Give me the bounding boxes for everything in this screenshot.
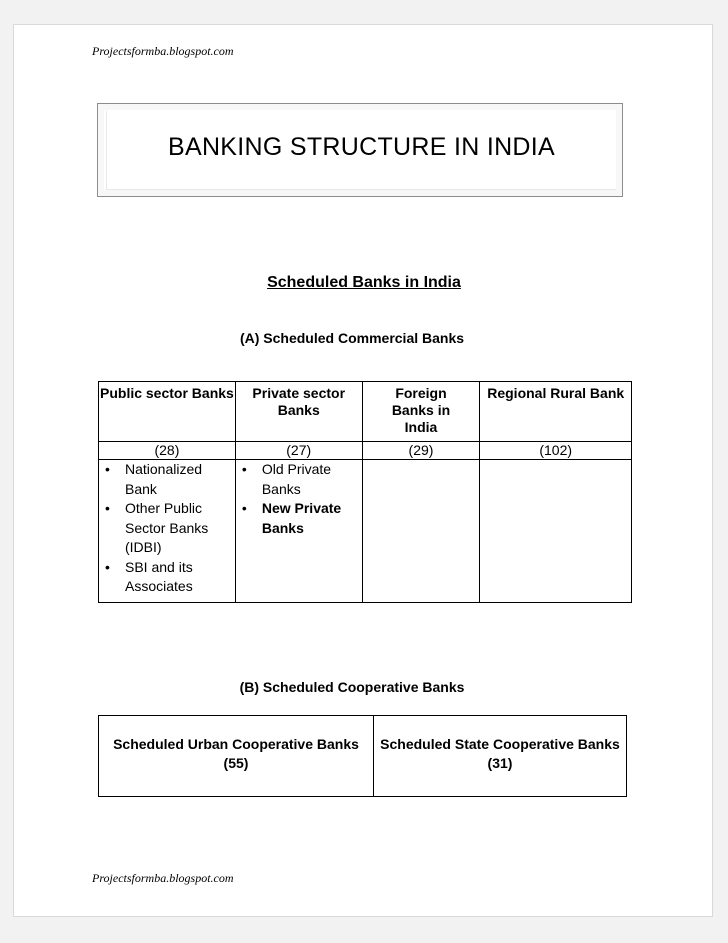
- header-regional-rural: Regional Rural Bank: [480, 382, 632, 442]
- table-count-row: [99, 442, 632, 460]
- title-box: [106, 111, 616, 190]
- page-title: BANKING STRUCTURE IN INDIA: [168, 132, 555, 161]
- public-bank-list-cell: [99, 460, 236, 603]
- count-foreign: (29): [362, 442, 480, 460]
- list-item: • Other Public Sector Banks (IDBI): [99, 499, 235, 558]
- list-item: • SBI and its Associates: [99, 558, 235, 597]
- header-site-text: Projectsformba.blogspot.com: [92, 44, 234, 58]
- private-bank-list: [236, 460, 362, 538]
- public-bank-list: [99, 460, 235, 597]
- table-row: [99, 716, 627, 797]
- section-a-heading: (A) Scheduled Commercial Banks: [239, 330, 465, 346]
- cooperative-banks-table: [98, 715, 627, 797]
- footer-site-text: Projectsformba.blogspot.com: [92, 871, 234, 885]
- section-b-heading: (B) Scheduled Cooperative Banks: [239, 679, 465, 695]
- header-foreign-banks: Foreign Banks in India: [362, 382, 480, 442]
- main-heading: Scheduled Banks in India: [267, 274, 461, 291]
- list-item: • Old Private Banks: [236, 460, 362, 499]
- state-cooperative-cell: Scheduled State Cooperative Banks (31): [374, 716, 627, 797]
- list-item: • New Private Banks: [236, 499, 362, 538]
- private-bank-list-cell: [235, 460, 362, 603]
- count-regional: (102): [480, 442, 632, 460]
- count-private: (27): [235, 442, 362, 460]
- regional-bank-list-cell: [480, 460, 632, 603]
- commercial-banks-table: [98, 381, 632, 603]
- foreign-bank-list-cell: [362, 460, 480, 603]
- list-item: • Nationalized Bank: [99, 460, 235, 499]
- header-public-sector: Public sector Banks: [99, 382, 236, 442]
- urban-cooperative-cell: Scheduled Urban Cooperative Banks (55): [99, 716, 374, 797]
- header-private-sector: Private sector Banks: [235, 382, 362, 442]
- table-header-row: [99, 382, 632, 442]
- table-list-row: [99, 460, 632, 603]
- count-public: (28): [99, 442, 236, 460]
